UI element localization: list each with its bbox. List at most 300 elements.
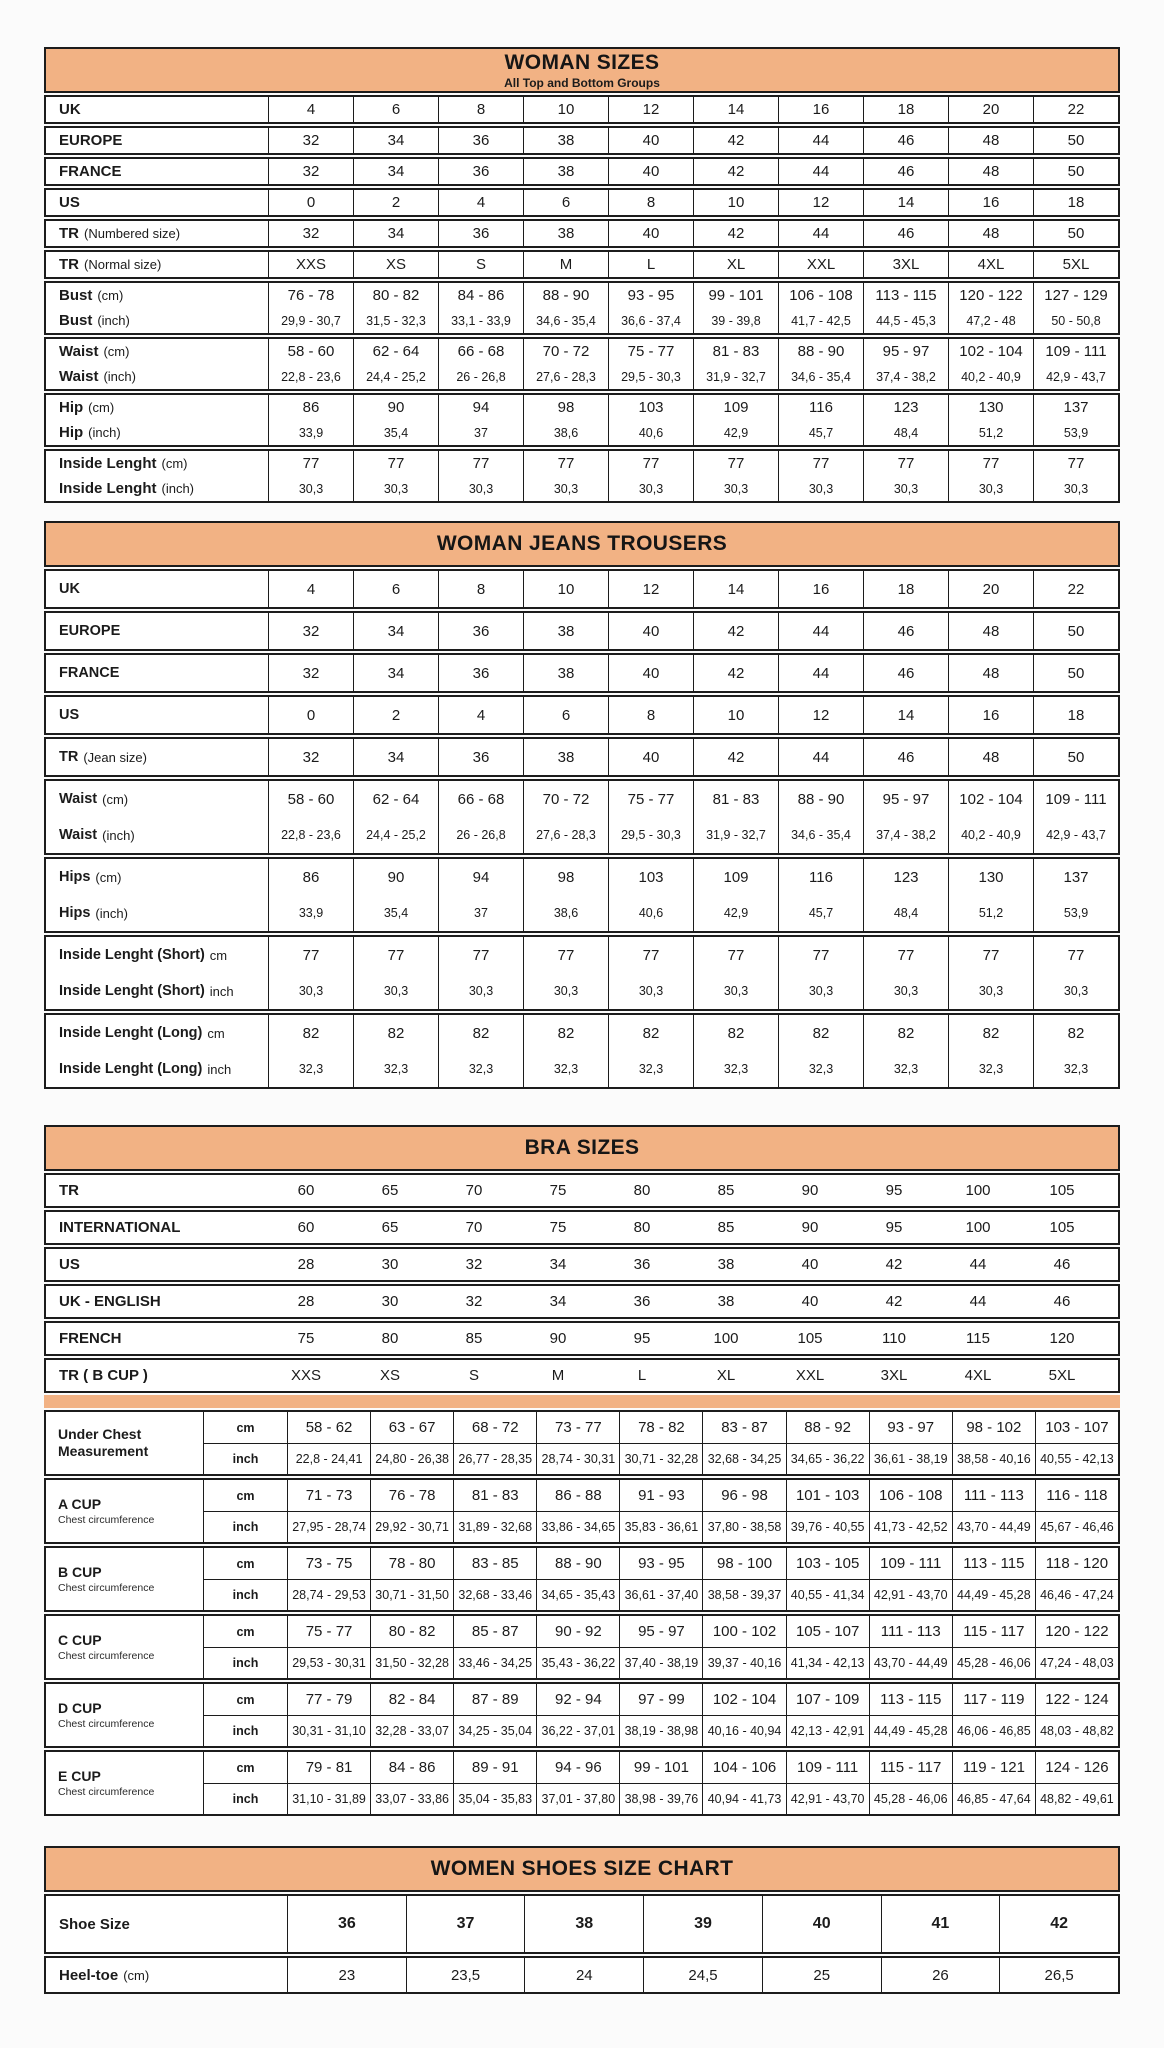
value-cell: 76 - 78 bbox=[268, 283, 353, 308]
value-cell: 27,95 - 28,74 bbox=[287, 1511, 370, 1542]
unit-label: inch bbox=[203, 1579, 287, 1610]
value-cell: 101 - 103 bbox=[786, 1480, 869, 1511]
value-cell: 38,58 - 39,37 bbox=[702, 1579, 785, 1610]
value-cell: 77 bbox=[608, 937, 693, 973]
value-cell: 40,94 - 41,73 bbox=[702, 1783, 785, 1814]
row-label-text: Hip bbox=[59, 424, 84, 441]
table-row bbox=[46, 1958, 1118, 1992]
value-cell: 0 bbox=[268, 697, 353, 733]
row-label bbox=[46, 1958, 287, 1992]
value-cell: 105 bbox=[1049, 1182, 1075, 1199]
value-cell: 96 - 98 bbox=[702, 1480, 785, 1511]
value-cell: 24,4 - 25,2 bbox=[353, 817, 438, 853]
row-label bbox=[46, 395, 268, 420]
table-row bbox=[46, 128, 1118, 153]
row-label bbox=[46, 308, 268, 333]
value-cell: 34 bbox=[353, 221, 438, 246]
value-cell: 88 - 90 bbox=[778, 339, 863, 364]
value-cell: 109 bbox=[693, 859, 778, 895]
value-cell: 24,4 - 25,2 bbox=[353, 364, 438, 389]
row-label bbox=[46, 817, 268, 853]
unit-label: cm bbox=[203, 1752, 287, 1783]
value-cell: 51,2 bbox=[948, 420, 1033, 445]
value-cell: 36 bbox=[438, 221, 523, 246]
row-label-text: Hips bbox=[59, 905, 91, 921]
value-cell: 42 bbox=[693, 739, 778, 775]
value-cell: 29,92 - 30,71 bbox=[370, 1511, 453, 1542]
value-cell: 32,68 - 33,46 bbox=[453, 1579, 536, 1610]
value-cell: 48 bbox=[948, 613, 1033, 649]
value-cell: 33,86 - 34,65 bbox=[536, 1511, 619, 1542]
cup-name: E CUP bbox=[58, 1768, 101, 1785]
value-cell: 102 - 104 bbox=[948, 781, 1033, 817]
value-cell: 3XL bbox=[880, 1367, 908, 1384]
value-cell: 84 - 86 bbox=[438, 283, 523, 308]
value-cell: 35,4 bbox=[353, 895, 438, 931]
value-cell: 30,3 bbox=[948, 476, 1033, 501]
table-subtitle: All Top and Bottom Groups bbox=[504, 75, 660, 90]
cup-subtitle: Chest circumference bbox=[58, 1717, 155, 1730]
measure-group bbox=[44, 1173, 1120, 1208]
value-cell: 47,24 - 48,03 bbox=[1035, 1647, 1118, 1678]
value-cell: XXL bbox=[778, 252, 863, 277]
value-cell: 22,8 - 23,6 bbox=[268, 817, 353, 853]
value-cell: 30,3 bbox=[608, 973, 693, 1009]
measure-group bbox=[44, 1321, 1120, 1356]
value-cell: 34,65 - 36,22 bbox=[786, 1443, 869, 1474]
value-cell: 35,04 - 35,83 bbox=[453, 1783, 536, 1814]
value-cell: 38,6 bbox=[523, 895, 608, 931]
value-cell: 42,9 - 43,7 bbox=[1033, 364, 1118, 389]
value-cell: 115 bbox=[966, 1330, 990, 1347]
value-cell: 124 - 126 bbox=[1035, 1752, 1118, 1783]
value-cell: 109 bbox=[693, 395, 778, 420]
value-cell: 99 - 101 bbox=[619, 1752, 702, 1783]
measure-group bbox=[44, 337, 1120, 391]
value-cell: 93 - 95 bbox=[608, 283, 693, 308]
value-cell: 30,3 bbox=[1033, 973, 1118, 1009]
value-cell: 31,10 - 31,89 bbox=[287, 1783, 370, 1814]
measure-group bbox=[44, 157, 1120, 186]
value-cell: 48,82 - 49,61 bbox=[1035, 1783, 1118, 1814]
value-cell: 86 bbox=[268, 395, 353, 420]
measure-group bbox=[44, 1956, 1120, 1994]
table-woman-jeans-trousers bbox=[44, 521, 1120, 1089]
value-cell: 80 bbox=[633, 1182, 651, 1199]
row-label-unit: inch bbox=[209, 983, 234, 999]
measure-group bbox=[44, 857, 1120, 933]
value-cell: 75 - 77 bbox=[608, 339, 693, 364]
value-cell: 82 bbox=[778, 1015, 863, 1051]
measure-group bbox=[44, 1478, 1120, 1544]
row-label-unit: (inch) bbox=[97, 313, 130, 328]
row-label bbox=[46, 1616, 203, 1678]
value-cell: 42 bbox=[693, 221, 778, 246]
value-cell: 106 - 108 bbox=[869, 1480, 952, 1511]
value-cell: 39,37 - 40,16 bbox=[702, 1647, 785, 1678]
value-cell: 30,3 bbox=[438, 973, 523, 1009]
row-label bbox=[46, 159, 268, 184]
value-cell: 34 bbox=[549, 1256, 567, 1273]
value-cell: 42 bbox=[693, 655, 778, 691]
value-cell: 31,50 - 32,28 bbox=[370, 1647, 453, 1678]
value-cell: 116 - 118 bbox=[1035, 1480, 1118, 1511]
value-cell: 46,85 - 47,64 bbox=[952, 1783, 1035, 1814]
row-label-text: Heel-toe bbox=[59, 1966, 119, 1984]
table-woman-sizes bbox=[44, 47, 1120, 503]
value-cell: 100 bbox=[965, 1182, 991, 1199]
value-cell: 29,9 - 30,7 bbox=[268, 308, 353, 333]
measure-group bbox=[44, 611, 1120, 651]
table-row bbox=[46, 252, 1118, 277]
value-cell: 118 - 120 bbox=[1035, 1548, 1118, 1579]
value-cell: 76 - 78 bbox=[370, 1480, 453, 1511]
table-title: BRA SIZES bbox=[524, 1136, 640, 1159]
table-title: WOMAN JEANS TROUSERS bbox=[436, 532, 728, 555]
row-label-text: TR bbox=[59, 1182, 79, 1199]
measure-group bbox=[44, 695, 1120, 735]
value-cell: 16 bbox=[778, 571, 863, 607]
row-label-unit: (Normal size) bbox=[84, 257, 162, 272]
table-row bbox=[46, 781, 1118, 817]
value-cell: 130 bbox=[948, 859, 1033, 895]
table-title: WOMAN SIZES bbox=[504, 50, 660, 74]
value-cell: 34 bbox=[353, 739, 438, 775]
value-cell: 123 bbox=[863, 859, 948, 895]
value-cell: 109 - 111 bbox=[1033, 781, 1118, 817]
value-cell: 85 bbox=[717, 1219, 735, 1236]
table-row bbox=[46, 895, 1118, 931]
value-cell: 32,3 bbox=[778, 1051, 863, 1087]
value-cell: 30,3 bbox=[863, 476, 948, 501]
value-cell: 40,16 - 40,94 bbox=[702, 1715, 785, 1746]
value-cell: 38 bbox=[717, 1293, 735, 1310]
value-cell: 44 bbox=[778, 159, 863, 184]
value-cell: 14 bbox=[863, 697, 948, 733]
table-row bbox=[46, 221, 1118, 246]
row-label-unit: (inch) bbox=[95, 905, 128, 921]
value-cell: 39 - 39,8 bbox=[693, 308, 778, 333]
value-cell: 48 bbox=[948, 655, 1033, 691]
value-cell: 36 bbox=[633, 1293, 651, 1310]
value-cell: 5XL bbox=[1048, 1367, 1076, 1384]
value-cell: 24,5 bbox=[643, 1958, 762, 1992]
row-label-text: Bust bbox=[59, 312, 93, 329]
value-cell: 32,68 - 34,25 bbox=[702, 1443, 785, 1474]
value-cell: 34,25 - 35,04 bbox=[453, 1715, 536, 1746]
value-cell: 32,3 bbox=[1033, 1051, 1118, 1087]
row-label-text: Inside Lenght (Short) bbox=[59, 947, 205, 963]
row-label bbox=[46, 973, 268, 1009]
table-row bbox=[46, 1051, 1118, 1087]
measure-group bbox=[44, 737, 1120, 777]
value-cell: 42,91 - 43,70 bbox=[869, 1579, 952, 1610]
value-cell: 12 bbox=[778, 190, 863, 215]
value-cell: 98 - 100 bbox=[702, 1548, 785, 1579]
row-label-unit: (cm) bbox=[97, 288, 124, 303]
value-cell: 113 - 115 bbox=[952, 1548, 1035, 1579]
row-label bbox=[46, 1212, 264, 1243]
value-cell: 93 - 95 bbox=[619, 1548, 702, 1579]
cup-name: D CUP bbox=[58, 1700, 102, 1717]
value-cell: 36 bbox=[287, 1896, 406, 1952]
table-women-shoes bbox=[44, 1846, 1120, 1994]
value-cell: 46 bbox=[1053, 1293, 1071, 1310]
cup-name: C CUP bbox=[58, 1632, 102, 1649]
value-cell: 37 bbox=[406, 1896, 525, 1952]
value-cell: 10 bbox=[693, 190, 778, 215]
row-label-unit: (cm) bbox=[123, 1967, 150, 1983]
value-cell: 77 bbox=[863, 937, 948, 973]
value-cell: 30,31 - 31,10 bbox=[287, 1715, 370, 1746]
value-cell: 32,3 bbox=[353, 1051, 438, 1087]
row-label bbox=[46, 476, 268, 501]
value-cell: 50 bbox=[1033, 739, 1118, 775]
value-cell: 82 bbox=[1033, 1015, 1118, 1051]
row-label-text: TR ( B CUP ) bbox=[59, 1367, 148, 1384]
cup-name: A CUP bbox=[58, 1496, 102, 1513]
value-cell: 42,9 bbox=[693, 895, 778, 931]
row-label-unit: (cm) bbox=[95, 869, 122, 885]
row-label-text: INTERNATIONAL bbox=[59, 1219, 181, 1236]
value-cell: 34 bbox=[353, 655, 438, 691]
value-cell: 12 bbox=[608, 97, 693, 122]
row-label bbox=[46, 128, 268, 153]
value-cell: M bbox=[551, 1367, 565, 1384]
value-cell: 95 - 97 bbox=[619, 1616, 702, 1647]
table-row bbox=[46, 1896, 1118, 1952]
measure-group bbox=[44, 95, 1120, 124]
value-cell: 30,3 bbox=[693, 973, 778, 1009]
value-cell: 27,6 - 28,3 bbox=[523, 817, 608, 853]
value-cell: 30 bbox=[381, 1256, 399, 1273]
value-cell: 103 - 107 bbox=[1035, 1412, 1118, 1443]
value-cell: 77 bbox=[523, 937, 608, 973]
value-cell: 48 bbox=[948, 159, 1033, 184]
value-cell: 98 bbox=[523, 395, 608, 420]
value-cell: 82 bbox=[693, 1015, 778, 1051]
value-cell: 40,55 - 42,13 bbox=[1035, 1443, 1118, 1474]
value-cell: 103 - 105 bbox=[786, 1548, 869, 1579]
row-label bbox=[46, 1360, 264, 1391]
value-cell: 82 bbox=[608, 1015, 693, 1051]
value-cell: 8 bbox=[608, 190, 693, 215]
value-cell: 48,4 bbox=[863, 420, 948, 445]
value-cell: 30,3 bbox=[693, 476, 778, 501]
value-cell: 70 - 72 bbox=[523, 339, 608, 364]
row-label bbox=[46, 1896, 287, 1952]
value-cell: 34 bbox=[353, 613, 438, 649]
value-cell: 98 - 102 bbox=[952, 1412, 1035, 1443]
row-label bbox=[46, 1412, 203, 1474]
value-cell: 119 - 121 bbox=[952, 1752, 1035, 1783]
value-cell: 28,74 - 29,53 bbox=[287, 1579, 370, 1610]
value-cell: 137 bbox=[1033, 395, 1118, 420]
row-label-text: Inside Lenght (Short) bbox=[59, 983, 205, 999]
value-cell: 58 - 62 bbox=[287, 1412, 370, 1443]
value-cell: 90 - 92 bbox=[536, 1616, 619, 1647]
value-cell: 10 bbox=[693, 697, 778, 733]
value-cell: 34,6 - 35,4 bbox=[778, 364, 863, 389]
value-cell: 77 bbox=[1033, 451, 1118, 476]
row-label bbox=[46, 937, 268, 973]
value-cell: 37,4 - 38,2 bbox=[863, 817, 948, 853]
value-cell: 30 bbox=[381, 1293, 399, 1310]
value-cell: 35,43 - 36,22 bbox=[536, 1647, 619, 1678]
value-cell: 91 - 93 bbox=[619, 1480, 702, 1511]
value-cell: 30,3 bbox=[948, 973, 1033, 1009]
women-shoes-header bbox=[44, 1846, 1120, 1892]
value-cell: 46,06 - 46,85 bbox=[952, 1715, 1035, 1746]
value-cell: 38,98 - 39,76 bbox=[619, 1783, 702, 1814]
row-label bbox=[46, 613, 268, 649]
value-cell: 50 bbox=[1033, 128, 1118, 153]
value-cell: 81 - 83 bbox=[693, 339, 778, 364]
value-cell: 34 bbox=[353, 159, 438, 184]
value-cell: 127 - 129 bbox=[1033, 283, 1118, 308]
row-label bbox=[46, 1249, 264, 1280]
row-label-unit: (Jean size) bbox=[83, 749, 147, 765]
value-cell: 20 bbox=[948, 97, 1033, 122]
value-cell: 45,67 - 46,46 bbox=[1035, 1511, 1118, 1542]
value-cell: 48,03 - 48,82 bbox=[1035, 1715, 1118, 1746]
value-cell: 75 - 77 bbox=[608, 781, 693, 817]
row-label bbox=[46, 1323, 264, 1354]
value-cell: 3XL bbox=[863, 252, 948, 277]
value-cell: 32 bbox=[268, 739, 353, 775]
value-cell: 44 bbox=[969, 1293, 987, 1310]
measure-group bbox=[44, 1894, 1120, 1954]
value-cell: 42 bbox=[693, 159, 778, 184]
value-cell: 23 bbox=[287, 1958, 406, 1992]
row-label-unit: (cm) bbox=[103, 344, 130, 359]
value-cell: 33,1 - 33,9 bbox=[438, 308, 523, 333]
value-cell: 58 - 60 bbox=[268, 339, 353, 364]
row-label-text: UK - ENGLISH bbox=[59, 1293, 161, 1310]
value-cell: 40 bbox=[608, 159, 693, 184]
value-cell: 24 bbox=[524, 1958, 643, 1992]
unit-label: cm bbox=[203, 1480, 287, 1511]
value-cell: 46 bbox=[863, 655, 948, 691]
measure-group bbox=[44, 281, 1120, 335]
value-cell: 50 - 50,8 bbox=[1033, 308, 1118, 333]
table-row bbox=[46, 97, 1118, 122]
table-row bbox=[46, 476, 1118, 501]
row-label bbox=[46, 364, 268, 389]
value-cell: 8 bbox=[608, 697, 693, 733]
value-cell: 0 bbox=[268, 190, 353, 215]
unit-label: inch bbox=[203, 1783, 287, 1814]
value-cell: 44 bbox=[778, 655, 863, 691]
value-cell: 77 bbox=[693, 937, 778, 973]
value-cell: 47,2 - 48 bbox=[948, 308, 1033, 333]
value-cell: 77 bbox=[353, 937, 438, 973]
row-label bbox=[46, 221, 268, 246]
value-cell: 31,9 - 32,7 bbox=[693, 817, 778, 853]
value-cell: 79 - 81 bbox=[287, 1752, 370, 1783]
value-cell: 40 bbox=[608, 655, 693, 691]
value-cell: 36,22 - 37,01 bbox=[536, 1715, 619, 1746]
measure-group bbox=[44, 1546, 1120, 1612]
value-cell: 40 bbox=[608, 739, 693, 775]
value-cell: 50 bbox=[1033, 613, 1118, 649]
value-cell: 46 bbox=[1053, 1256, 1071, 1273]
value-cell: 32 bbox=[268, 613, 353, 649]
value-cell: 46 bbox=[863, 128, 948, 153]
value-cell: 48,4 bbox=[863, 895, 948, 931]
value-cell: 33,07 - 33,86 bbox=[370, 1783, 453, 1814]
value-cell: 30,3 bbox=[523, 476, 608, 501]
row-label-text: FRANCE bbox=[59, 665, 120, 681]
value-cell: 77 bbox=[268, 451, 353, 476]
value-cell: 32 bbox=[268, 128, 353, 153]
value-cell: 42,9 bbox=[693, 420, 778, 445]
measure-group bbox=[44, 219, 1120, 248]
value-cell: 102 - 104 bbox=[702, 1684, 785, 1715]
value-cell: 93 - 97 bbox=[869, 1412, 952, 1443]
row-label-unit: cm bbox=[207, 1025, 225, 1041]
value-cell: 38 bbox=[523, 128, 608, 153]
value-cell: 30,3 bbox=[438, 476, 523, 501]
woman-jeans-trousers-header bbox=[44, 521, 1120, 567]
value-cell: 34 bbox=[549, 1293, 567, 1310]
measure-group bbox=[44, 393, 1120, 447]
value-cell: 22,8 - 23,6 bbox=[268, 364, 353, 389]
value-cell: 32 bbox=[268, 221, 353, 246]
row-label-text: US bbox=[59, 707, 80, 723]
value-cell: 100 bbox=[713, 1330, 739, 1347]
value-cell: 38 bbox=[523, 221, 608, 246]
value-cell: 40 bbox=[608, 613, 693, 649]
unit-label: inch bbox=[203, 1715, 287, 1746]
value-cell: 42,91 - 43,70 bbox=[786, 1783, 869, 1814]
row-label bbox=[46, 1175, 264, 1206]
value-cell: 82 - 84 bbox=[370, 1684, 453, 1715]
value-cell: 32 bbox=[268, 655, 353, 691]
measure-group bbox=[44, 449, 1120, 503]
value-cell: 22 bbox=[1033, 571, 1118, 607]
value-cell: 81 - 83 bbox=[453, 1480, 536, 1511]
unit-label: cm bbox=[203, 1412, 287, 1443]
value-cell: 30,3 bbox=[778, 973, 863, 1009]
value-cell: 90 bbox=[801, 1182, 819, 1199]
value-cell: 51,2 bbox=[948, 895, 1033, 931]
value-cell: 77 - 79 bbox=[287, 1684, 370, 1715]
value-cell: 36,61 - 38,19 bbox=[869, 1443, 952, 1474]
value-cell: XS bbox=[353, 252, 438, 277]
row-label bbox=[46, 1015, 268, 1051]
row-label bbox=[46, 283, 268, 308]
cup-subtitle: Chest circumference bbox=[58, 1785, 155, 1798]
value-cell: 98 bbox=[523, 859, 608, 895]
row-label-text: EUROPE bbox=[59, 623, 121, 639]
value-cell: 104 - 106 bbox=[702, 1752, 785, 1783]
value-cell: 95 - 97 bbox=[863, 339, 948, 364]
value-cell: 37,40 - 38,19 bbox=[619, 1647, 702, 1678]
value-cell: 88 - 90 bbox=[523, 283, 608, 308]
value-cell: 32,3 bbox=[523, 1051, 608, 1087]
value-cell: 71 - 73 bbox=[287, 1480, 370, 1511]
value-cell: 137 bbox=[1033, 859, 1118, 895]
value-cell: 12 bbox=[778, 697, 863, 733]
value-cell: 44 bbox=[778, 739, 863, 775]
value-cell: 30,3 bbox=[608, 476, 693, 501]
value-cell: 84 - 86 bbox=[370, 1752, 453, 1783]
unit-label: inch bbox=[203, 1511, 287, 1542]
value-cell: 32,28 - 33,07 bbox=[370, 1715, 453, 1746]
value-cell: 10 bbox=[523, 97, 608, 122]
value-cell: 77 bbox=[693, 451, 778, 476]
